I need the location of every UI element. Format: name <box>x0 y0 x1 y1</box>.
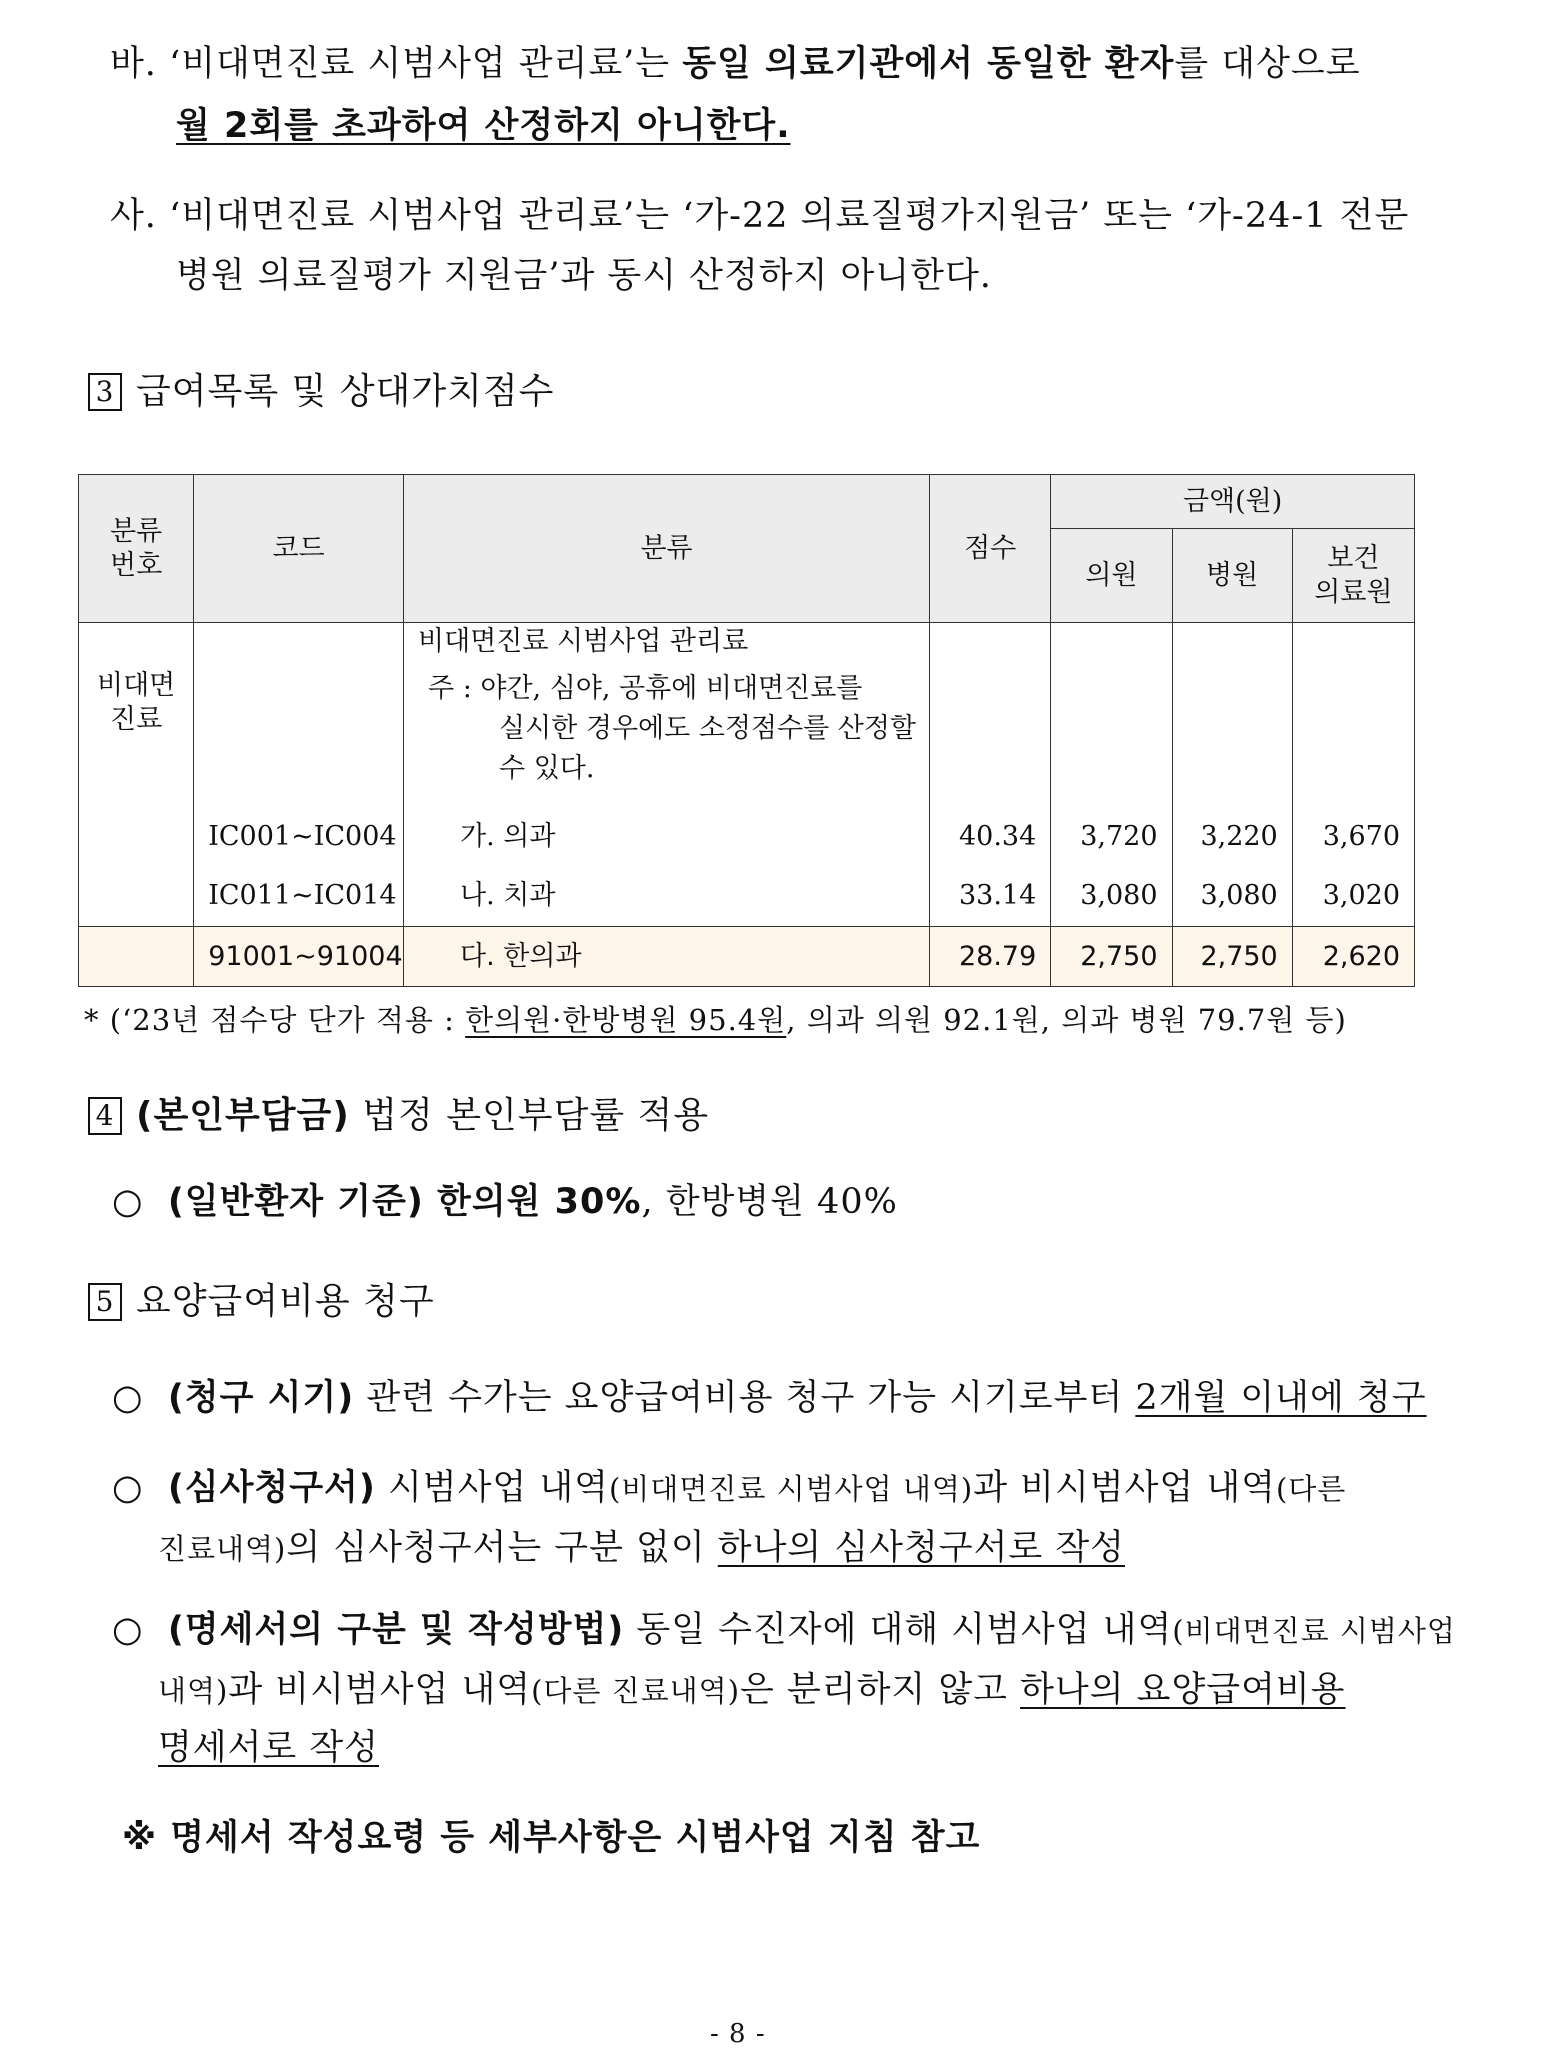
item-ba-line2: 월 2회를 초과하여 산정하지 아니한다. <box>176 106 791 146</box>
section-5-number: 5 <box>88 1283 122 1321</box>
row-clinic: 2,750 <box>1051 927 1172 987</box>
row-code: 91001~91004 <box>194 927 404 987</box>
row-code: IC011~IC014 <box>194 867 404 927</box>
row-name: 가. 의과 <box>404 807 930 867</box>
header-hospital: 병원 <box>1172 529 1292 623</box>
table-row-title <box>79 623 1415 807</box>
row-health-center: 2,620 <box>1292 927 1414 987</box>
section-4-title: 법정 본인부담률 적용 <box>349 1095 710 1136</box>
row-health-center: 3,020 <box>1292 867 1414 927</box>
section-5-item-3-line3: 명세서로 작성 <box>158 1728 379 1768</box>
table-row-highlighted <box>79 927 1415 987</box>
row-clinic: 3,720 <box>1051 807 1172 867</box>
row-name: 나. 치과 <box>404 867 930 927</box>
section-3-number: 3 <box>88 373 122 411</box>
row-score: 28.79 <box>930 927 1051 987</box>
item-title: 비대면진료 시범사업 관리료 <box>418 626 749 657</box>
section-5-heading <box>88 1282 435 1322</box>
bullet-icon: ○ <box>112 1378 144 1418</box>
row-score: 33.14 <box>930 867 1051 927</box>
header-health-center: 보건 의료원 <box>1292 529 1414 623</box>
section-4-title-bold: (본인부담금) <box>136 1095 350 1136</box>
section-5-item-3-line2: 내역)과 비시범사업 내역(다른 진료내역)은 분리하지 않고 하나의 요양급여비용 <box>158 1670 1346 1710</box>
item-sa-marker: 사. <box>110 196 170 236</box>
row-hospital: 3,220 <box>1172 807 1292 867</box>
item-ba-bold: 동일 의료기관에서 동일한 환자 <box>682 44 1175 84</box>
row-hospital: 3,080 <box>1172 867 1292 927</box>
table-row <box>79 867 1415 927</box>
section-5-item-2-line1: ○ (심사청구서) 시범사업 내역(비대면진료 시범사업 내역)과 비시범사업 내역(다른 <box>112 1468 1347 1508</box>
section-4-item: ○ (일반환자 기준) 한의원 30%, 한방병원 40% <box>112 1182 898 1222</box>
row-name: 다. 한의과 <box>404 927 930 987</box>
header-category: 분류 <box>404 475 930 623</box>
item-sa-line2: 병원 의료질평가 지원금’과 동시 산정하지 아니한다. <box>176 256 992 296</box>
bullet-icon: ○ <box>112 1468 144 1508</box>
row-clinic: 3,080 <box>1051 867 1172 927</box>
fee-table <box>78 474 1415 987</box>
item-sa-text: ‘비대면진료 시범사업 관리료’는 ‘가-22 의료질평가지원금’ 또는 ‘가-24-1 전문 <box>169 196 1410 236</box>
row-code: IC001~IC004 <box>194 807 404 867</box>
header-score: 점수 <box>930 475 1051 623</box>
class-no-cell: 비대면 진료 <box>79 623 194 807</box>
row-health-center: 3,670 <box>1292 807 1414 867</box>
table-footnote: * (‘23년 점수당 단가 적용 : 한의원·한방병원 95.4원, 의과 의원 92.1원, 의과 병원 79.7원 등) <box>84 1003 1347 1037</box>
category-title-cell <box>404 623 930 807</box>
section-4-number: 4 <box>88 1097 122 1135</box>
section-5-item-3-line1: ○ (명세서의 구분 및 작성방법) 동일 수진자에 대해 시범사업 내역(비대면진료 시범사업 <box>112 1610 1456 1650</box>
table-note: 주 : 야간, 심야, 공휴에 비대면진료를 실시한 경우에도 소정점수를 산정할 수 있다. <box>428 673 917 784</box>
section-4-heading <box>88 1096 709 1136</box>
header-amount: 금액(원) <box>1051 475 1415 529</box>
header-code: 코드 <box>194 475 404 623</box>
page-number: - 8 - <box>710 2019 766 2049</box>
section-3-heading <box>88 372 554 412</box>
reference-note: ※ 명세서 작성요령 등 세부사항은 시범사업 지침 참고 <box>122 1818 981 1858</box>
item-ba-text: ‘비대면진료 시범사업 관리료’는 <box>169 44 683 84</box>
bullet-icon: ○ <box>112 1610 144 1650</box>
header-class-no: 분류 번호 <box>79 475 194 623</box>
footnote-underline: 한의원·한방병원 95.4원 <box>465 1003 787 1037</box>
bullet-icon: ○ <box>112 1182 144 1222</box>
section-5-item-1: ○ (청구 시기) 관련 수가는 요양급여비용 청구 가능 시기로부터 2개월 이내에 청구 <box>112 1378 1427 1418</box>
item-ba-text-end: 를 대상으로 <box>1174 44 1361 84</box>
item-sa-line1 <box>110 196 1409 236</box>
row-hospital: 2,750 <box>1172 927 1292 987</box>
section-5-title: 요양급여비용 청구 <box>136 1281 435 1322</box>
row-score: 40.34 <box>930 807 1051 867</box>
section-3-title: 급여목록 및 상대가치점수 <box>136 371 555 412</box>
table-row <box>79 807 1415 867</box>
item-ba-line1 <box>110 44 1361 84</box>
header-clinic: 의원 <box>1051 529 1172 623</box>
section-5-item-2-line2: 진료내역)의 심사청구서는 구분 없이 하나의 심사청구서로 작성 <box>158 1528 1125 1568</box>
item-ba-marker: 바. <box>110 44 170 84</box>
